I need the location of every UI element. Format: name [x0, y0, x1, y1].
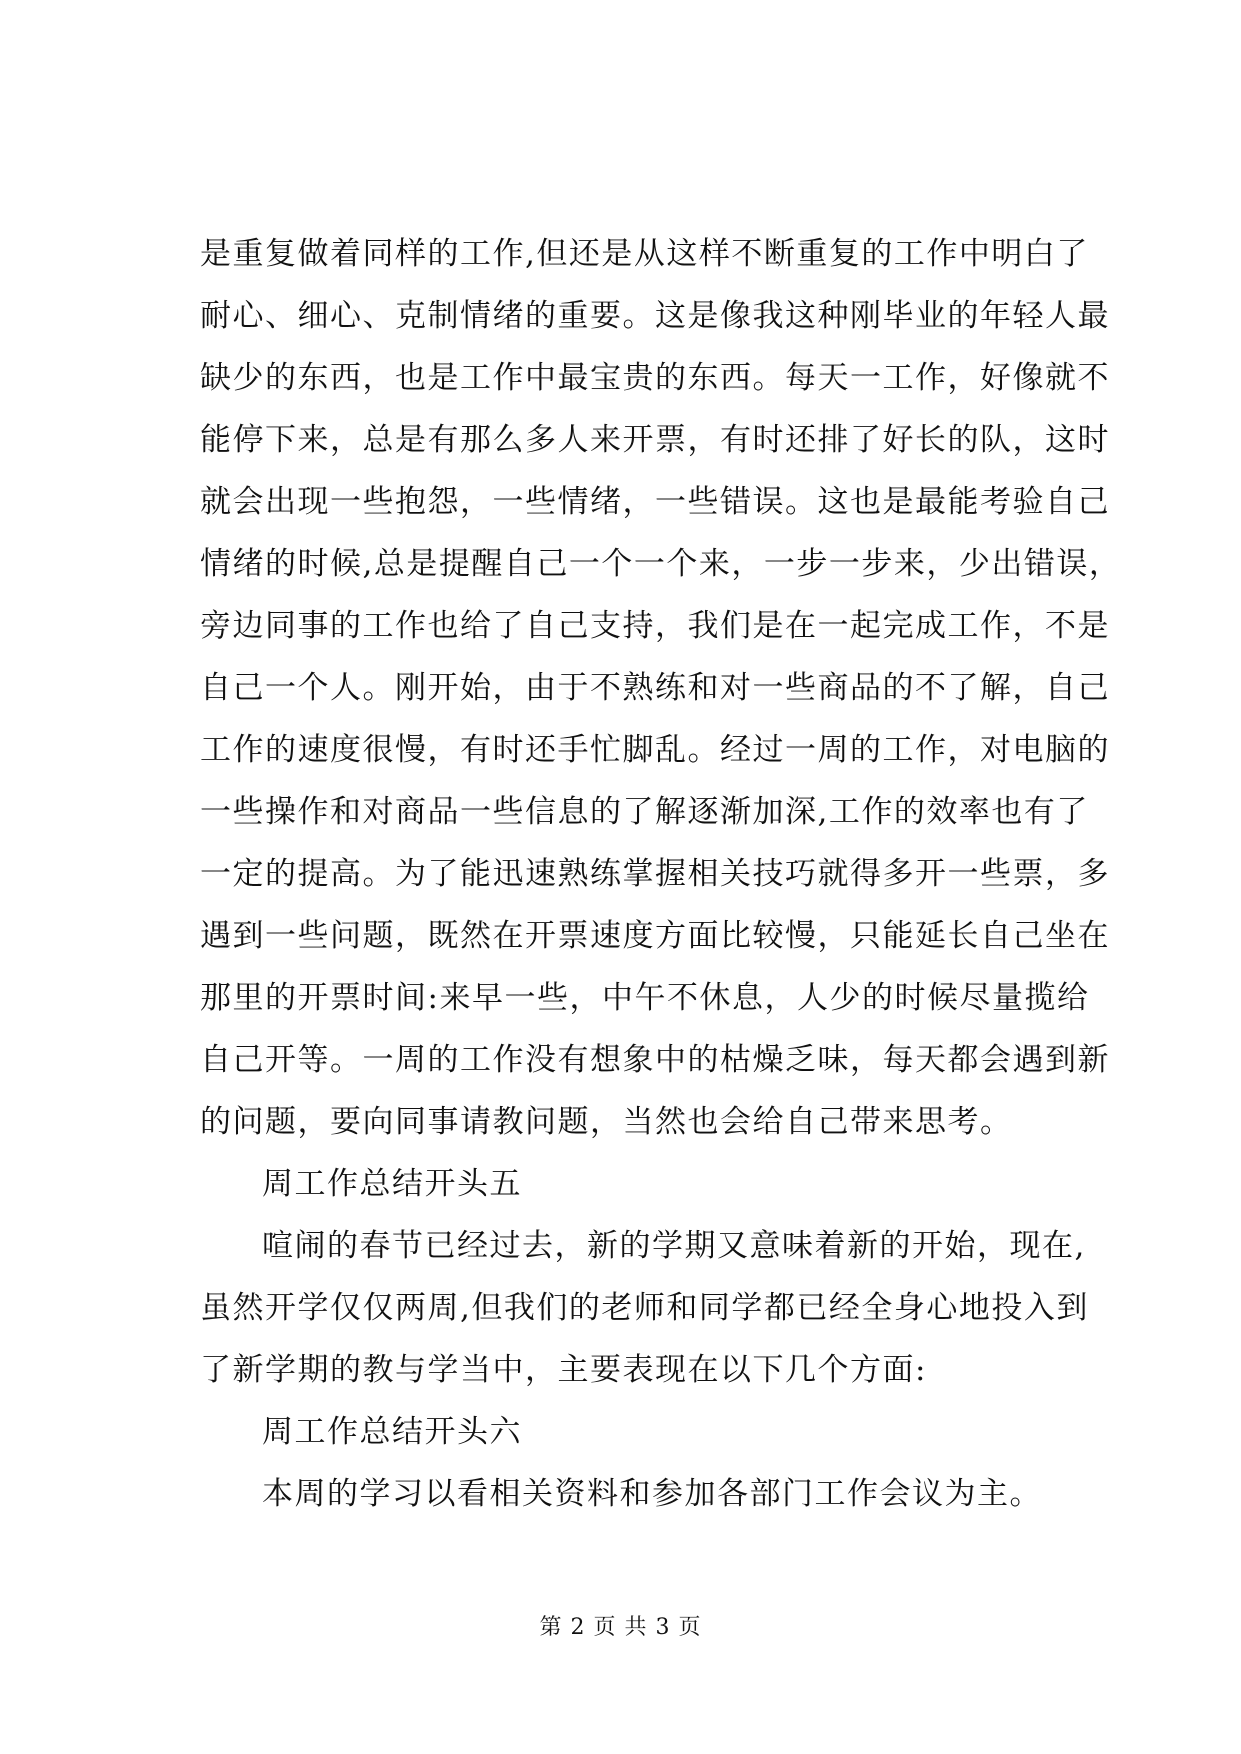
text-line: 本周的学习以看相关资料和参加各部门工作会议为主。: [262, 1476, 1042, 1512]
page-footer: 第 2 页 共 3 页: [539, 1615, 702, 1640]
text-line: 旁边同事的工作也给了自己支持，我们是在一起完成工作，不是: [200, 608, 1110, 644]
section-heading-5: 周工作总结开头五: [262, 1166, 522, 1202]
text-line: 能停下来，总是有那么多人来开票，有时还排了好长的队，这时: [200, 422, 1110, 458]
text-line: 缺少的东西，也是工作中最宝贵的东西。每天一工作，好像就不: [200, 360, 1110, 396]
text-line: 一些操作和对商品一些信息的了解逐渐加深,工作的效率也有了: [200, 794, 1089, 830]
text-line: 情绪的时候,总是提醒自己一个一个来，一步一步来，少出错误，: [200, 546, 1122, 582]
text-line: 喧闹的春节已经过去，新的学期又意味着新的开始，现在,: [262, 1228, 1086, 1264]
body-text: [200, 223, 1122, 1525]
text-line: 的问题，要向同事请教问题，当然也会给自己带来思考。: [200, 1104, 1013, 1140]
text-line: 自己一个人。刚开始，由于不熟练和对一些商品的不了解，自己: [200, 670, 1110, 706]
text-line: 自己开等。一周的工作没有想象中的枯燥乏味，每天都会遇到新: [200, 1042, 1110, 1078]
text-line: 耐心、细心、克制情绪的重要。这是像我这种刚毕业的年轻人最: [200, 298, 1110, 334]
text-line: 虽然开学仅仅两周,但我们的老师和同学都已经全身心地投入到: [200, 1290, 1089, 1326]
text-line: 就会出现一些抱怨，一些情绪，一些错误。这也是最能考验自己: [200, 484, 1110, 520]
text-line: 遇到一些问题，既然在开票速度方面比较慢，只能延长自己坐在: [200, 918, 1110, 954]
text-line: 工作的速度很慢，有时还手忙脚乱。经过一周的工作，对电脑的: [200, 732, 1110, 768]
section-heading-6: 周工作总结开头六: [262, 1414, 522, 1450]
text-line: 了新学期的教与学当中，主要表现在以下几个方面:: [200, 1352, 927, 1388]
text-line: 那里的开票时间:来早一些，中午不休息，人少的时候尽量揽给: [200, 980, 1090, 1016]
text-line: 是重复做着同样的工作,但还是从这样不断重复的工作中明白了: [200, 236, 1089, 272]
text-line: 一定的提高。为了能迅速熟练掌握相关技巧就得多开一些票，多: [200, 856, 1110, 892]
